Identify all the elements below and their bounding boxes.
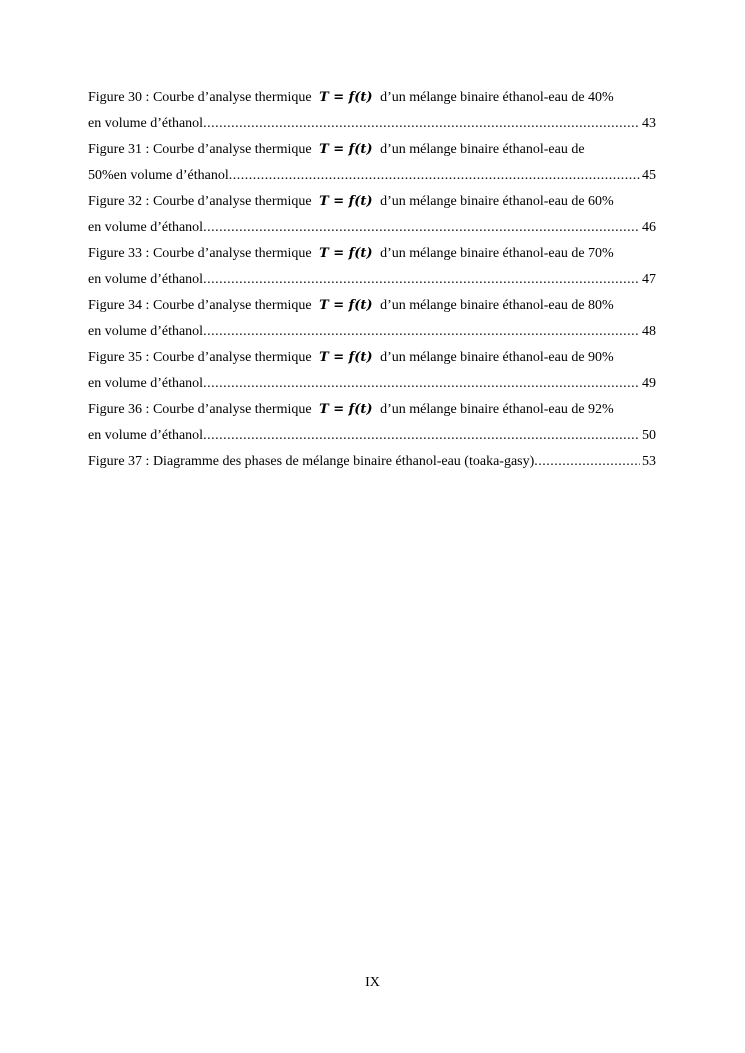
entry-title-prefix: Figure 32 : Courbe d’analyse thermique (88, 194, 312, 209)
toc-entry-figure-30[interactable] (88, 88, 656, 140)
entry-title-suffix: d’un mélange binaire éthanol-eau de 90% (380, 350, 614, 365)
formula: T = f(t) (319, 350, 373, 365)
entry-title-prefix: Figure 34 : Courbe d’analyse thermique (88, 298, 312, 313)
entry-title: Figure 37 : Diagramme des phases de mélange binaire éthanol-eau (toaka-gasy) (88, 454, 535, 469)
entry-title-suffix: d’un mélange binaire éthanol-eau de (380, 142, 585, 157)
entry-title-prefix: Figure 35 : Courbe d’analyse thermique (88, 350, 312, 365)
dot-leader (229, 166, 640, 186)
entry-title-line2: 50%en volume d’éthanol (88, 168, 229, 183)
entry-title-suffix: d’un mélange binaire éthanol-eau de 92% (380, 402, 614, 417)
formula: T = f(t) (319, 246, 373, 261)
page-number: 49 (642, 376, 656, 391)
entry-title-line2: en volume d’éthanol (88, 428, 204, 443)
toc-entry-figure-34[interactable] (88, 296, 656, 348)
dot-leader (203, 270, 640, 290)
page-number: 48 (642, 324, 656, 339)
formula: T = f(t) (319, 90, 373, 105)
entry-title-prefix: Figure 30 : Courbe d’analyse thermique (88, 90, 312, 105)
toc-entry-figure-35[interactable] (88, 348, 656, 400)
entry-title-suffix: d’un mélange binaire éthanol-eau de 40% (380, 90, 614, 105)
entry-title-line2: en volume d’éthanol (88, 376, 204, 391)
page-number: 46 (642, 220, 656, 235)
page-number: 43 (642, 116, 656, 131)
entry-title-line2: en volume d’éthanol (88, 272, 204, 287)
toc-entry-figure-31[interactable] (88, 140, 656, 192)
dot-leader (203, 322, 640, 342)
formula: T = f(t) (319, 194, 373, 209)
toc-entry-figure-32[interactable] (88, 192, 656, 244)
page-footer-number: IX (365, 975, 380, 990)
formula: T = f(t) (319, 142, 373, 157)
page-number: 45 (642, 168, 656, 183)
dot-leader (203, 114, 640, 134)
formula: T = f(t) (319, 298, 373, 313)
page-number: 50 (642, 428, 656, 443)
page-number: 53 (642, 454, 656, 469)
entry-title-line2: en volume d’éthanol (88, 116, 204, 131)
toc-entry-figure-33[interactable] (88, 244, 656, 296)
dot-leader (203, 374, 640, 394)
toc-entry-figure-37[interactable] (88, 452, 656, 478)
entry-title-prefix: Figure 31 : Courbe d’analyse thermique (88, 142, 312, 157)
formula: T = f(t) (319, 402, 373, 417)
list-of-figures (88, 88, 656, 478)
dot-leader (203, 426, 640, 446)
entry-title-line2: en volume d’éthanol (88, 324, 204, 339)
entry-title-prefix: Figure 36 : Courbe d’analyse thermique (88, 402, 312, 417)
entry-title-line2: en volume d’éthanol (88, 220, 204, 235)
entry-title-suffix: d’un mélange binaire éthanol-eau de 80% (380, 298, 614, 313)
page-number: 47 (642, 272, 656, 287)
toc-entry-figure-36[interactable] (88, 400, 656, 452)
entry-title-suffix: d’un mélange binaire éthanol-eau de 60% (380, 194, 614, 209)
dot-leader (534, 452, 640, 472)
entry-title-prefix: Figure 33 : Courbe d’analyse thermique (88, 246, 312, 261)
entry-title-suffix: d’un mélange binaire éthanol-eau de 70% (380, 246, 614, 261)
dot-leader (203, 218, 640, 238)
